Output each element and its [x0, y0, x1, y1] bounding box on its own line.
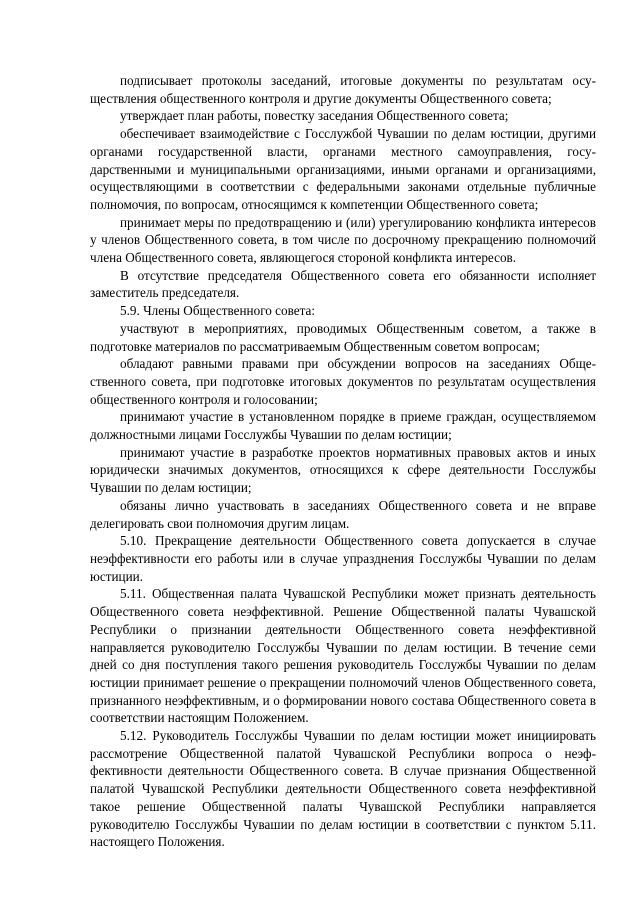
paragraph-members-drafting: принимают участие в разработке проектов нормативных правовых актов и иных юридически значимых документов, относящихся к сфере деятельности Госслужбы Чувашии по делам юстиции; [90, 444, 596, 496]
section-heading-5-9: 5.9. Члены Общественного совета: [120, 303, 316, 319]
paragraph-deputy-chair: В отсутствие председателя Общественного совета его обязанности исполняет заместитель председателя. [90, 267, 596, 301]
paragraph-members-reception: принимают участие в установленном порядке в приеме граждан, осуществляемом должностными лицами Госслужбы Чувашии по делам юстиции; [90, 409, 596, 443]
paragraph-ensures-interaction: обеспечивает взаимодействие с Госслужбой Чувашии по делам юстиции, другими органами государственной власти, органами местного самоуправления, государственными и муниципальными организациями, иными органами и организациями, осуществляющими в соответствии с федеральными законами отдельные публичные полномочия, по вопросам, относящимся к компетенции Общественного совета; [90, 126, 596, 212]
section-5-10: 5.10. Прекращение деятельности Общественного совета допускается в случае неэффективности его работы или в случае упразднения Госслужбы Чувашии по делам юстиции. [90, 533, 596, 584]
paragraph-signs-protocols: подписывает протоколы заседаний, итоговые документы по результатам осуществления общественного контроля и другие документы Общественного совета; [90, 73, 596, 106]
paragraph-approves-plan: утверждает план работы, повестку заседания Общественного совета; [120, 108, 509, 124]
paragraph-members-participate: участвуют в мероприятиях, проводимых Общественным советом, а также в подготовке материалов по рассматриваемым Общественным советом вопросам; [90, 320, 596, 354]
section-5-11: 5.11. Общественная палата Чувашской Республики может признать деятельность Общественного совета неэффективной. Решение Общественной палаты Чувашской Республики о признании деятельности Общественного совета неэффективной направляется руководителю Госслужбы Чувашии по делам юстиции. В течение семи дней со дня поступления такого решения руководитель Госслужбы Чувашии по делам юстиции принимает решение о прекращении полномочий членов Общественного совета, признанного неэффективным, и о формировании нового состава Общественного совета в соответствии настоящим Положением. [90, 586, 596, 726]
paragraph-members-equal-rights: обладают равными правами при обсуждении вопросов на заседаниях Общественного совета, при подготовке итоговых документов по результатам осуществления общественного контроля и голосовании; [90, 356, 596, 407]
section-5-12: 5.12. Руководитель Госслужбы Чувашии по делам юстиции может инициировать рассмотрение Общественной палатой Чувашской Республики вопроса о неэффективности деятельности Общественного совета. В случае признания Общественной палатой Чувашской Республики деятельности Общественного совета неэффективной такое решение Общественной палаты Чувашской Республики направляется руководителю Госслужбы Чувашии по делам юстиции в соответствии с пунктом 5.11. настоящего Положения. [90, 728, 596, 850]
paragraph-conflict-of-interest: принимает меры по предотвращению и (или) урегулированию конфликта интересов у членов Общественного совета, в том числе по досрочному прекращению полномочий члена Общественного совета, являющегося стороной конфликта интересов. [90, 214, 596, 266]
paragraph-members-obliged: обязаны лично участвовать в заседаниях Общественного совета и не вправе делегировать свои полномочия другим лицам. [90, 497, 596, 531]
